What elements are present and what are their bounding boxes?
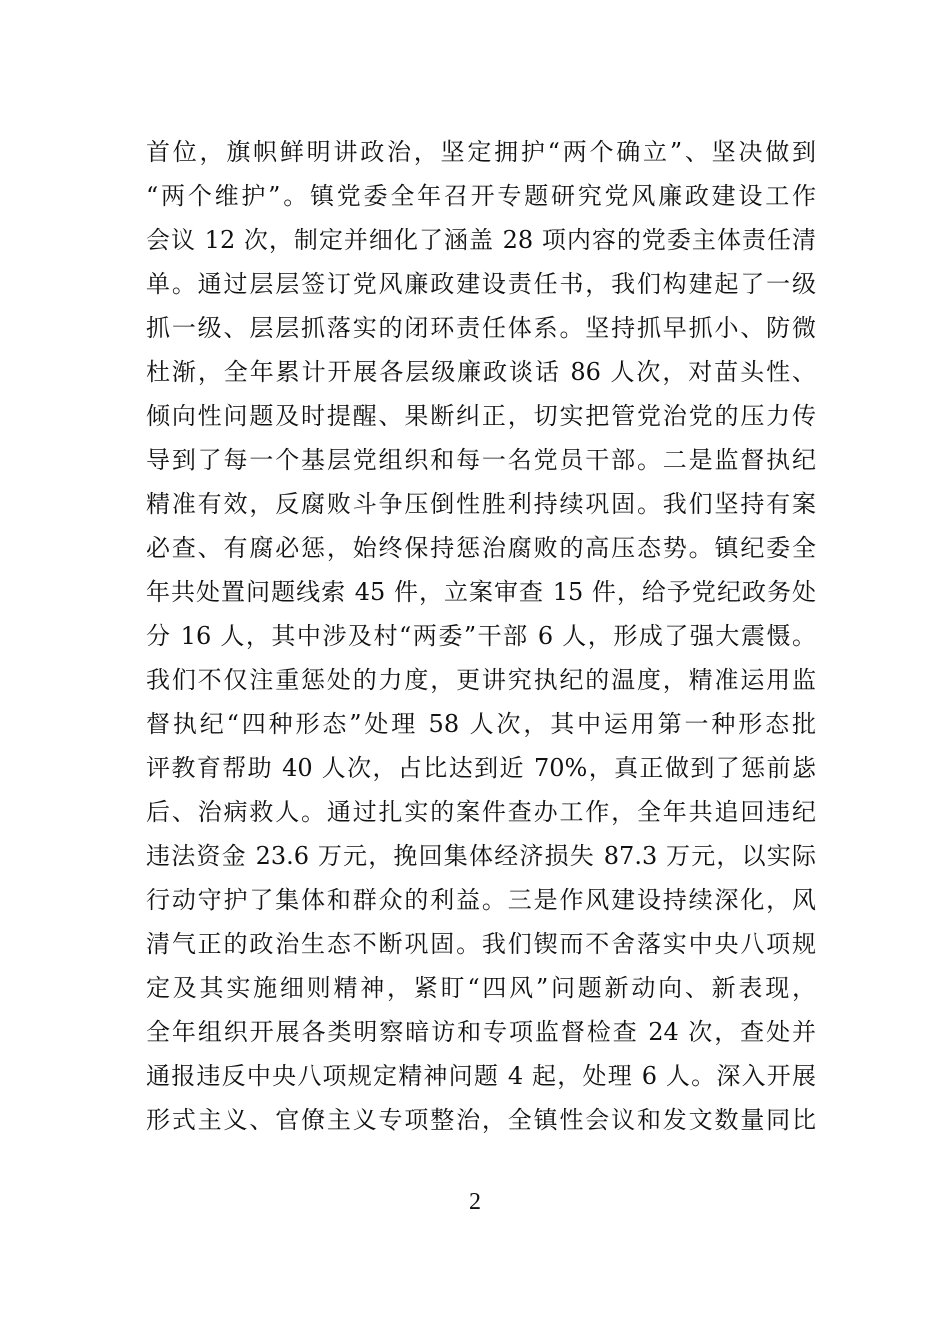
text-line: 违法资金 23.6 万元，挽回集体经济损失 87.3 万元，以实际	[146, 842, 816, 870]
text-line: 精准有效，反腐败斗争压倒性胜利持续巩固。我们坚持有案	[146, 490, 816, 518]
text-line: 定及其实施细则精神，紧盯“四风”问题新动向、新表现，	[146, 974, 816, 1002]
text-line: 单。通过层层签订党风廉政建设责任书，我们构建起了一级	[146, 270, 816, 298]
text-line: 督执纪“四种形态”处理 58 人次，其中运用第一种形态批	[146, 710, 816, 738]
text-line: 通报违反中央八项规定精神问题 4 起，处理 6 人。深入开展	[146, 1062, 816, 1090]
text-line: 倾向性问题及时提醒、果断纠正，切实把管党治党的压力传	[146, 402, 816, 430]
text-line: 导到了每一个基层党组织和每一名党员干部。二是监督执纪	[146, 446, 816, 474]
text-line: 首位，旗帜鲜明讲政治，坚定拥护“两个确立”、坚决做到	[146, 138, 816, 166]
text-line: 全年组织开展各类明察暗访和专项监督检查 24 次，查处并	[146, 1018, 816, 1046]
text-line: 清气正的政治生态不断巩固。我们锲而不舍落实中央八项规	[146, 930, 816, 958]
text-line: 杜渐，全年累计开展各层级廉政谈话 86 人次，对苗头性、	[146, 358, 816, 386]
text-line: 行动守护了集体和群众的利益。三是作风建设持续深化，风	[146, 886, 816, 914]
text-line: 评教育帮助 40 人次，占比达到近 70%，真正做到了惩前毖	[146, 754, 816, 782]
text-line: 年共处置问题线索 45 件，立案审查 15 件，给予党纪政务处	[146, 578, 816, 606]
text-line: 我们不仅注重惩处的力度，更讲究执纪的温度，精准运用监	[146, 666, 816, 694]
text-line: 分 16 人，其中涉及村“两委”干部 6 人，形成了强大震慑。	[146, 622, 816, 650]
text-line: 后、治病救人。通过扎实的案件查办工作，全年共追回违纪	[146, 798, 816, 826]
body-text	[146, 130, 816, 1142]
page-number: 2	[469, 1189, 481, 1215]
text-line: 必查、有腐必惩，始终保持惩治腐败的高压态势。镇纪委全	[146, 534, 816, 562]
text-line: 会议 12 次，制定并细化了涵盖 28 项内容的党委主体责任清	[146, 226, 816, 254]
text-line: 形式主义、官僚主义专项整治，全镇性会议和发文数量同比	[146, 1106, 816, 1134]
text-line: 抓一级、层层抓落实的闭环责任体系。坚持抓早抓小、防微	[146, 314, 816, 342]
text-line: “两个维护”。镇党委全年召开专题研究党风廉政建设工作	[146, 182, 816, 210]
